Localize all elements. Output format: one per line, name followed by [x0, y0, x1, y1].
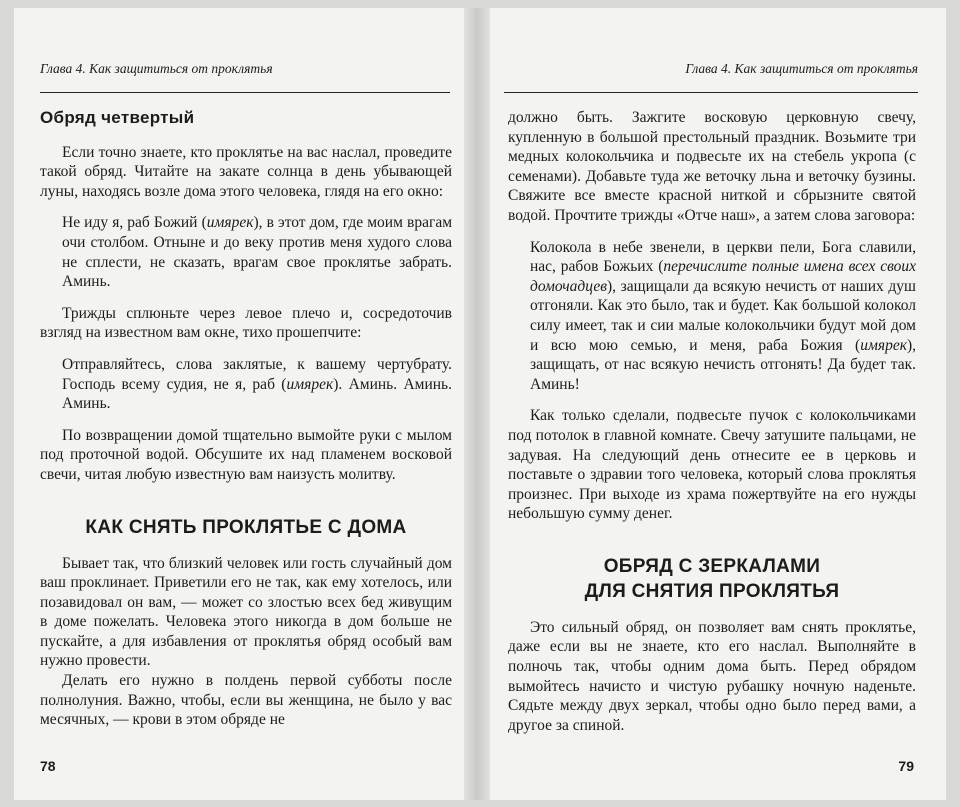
running-head: Глава 4. Как защититься от проклятья [40, 61, 273, 76]
right-page [490, 8, 946, 800]
incantation: Колокола в небе звенели, в церкви пели, Бога славили, нас, рабов Божьих (перечислите полные имена всех своих домочадцев), защищали да всякую нечисть от наших душ отгоняли. Как это было, так и будет. Как большой колокол силу имеет, так и сии малые колокольчики будут мой дом и всю мою семью, и меня, раба Божия (имярек), защищать, от нас всякую нечисть отгонять! Да будет так. Аминь! [530, 238, 916, 393]
paragraph: По возвращении домой тщательно вымойте руки с мылом под проточной водой. Обсушите их над пламенем восковой свечи, читая любую известную вам наизусть молитву. [40, 426, 452, 483]
header-rule [504, 92, 918, 93]
incantation: Отправляйтесь, слова заклятые, к вашему чертубрату. Господь всему судия, не я, раб (имярек). Аминь. Аминь. Аминь. [62, 355, 452, 413]
paragraph: Делать его нужно в полдень первой субботы после полнолуния. Важно, чтобы, если вы женщина, не было у вас месячных, — крови в этом обряде не [40, 672, 452, 729]
page-number: 79 [898, 758, 914, 774]
paragraph: Это сильный обряд, он позволяет вам снять проклятье, даже если вы не знаете, кто его наслал. Выполняйте в полночь так, чтобы одним дома быть. Перед обрядом вымойтесь начисто и чистую рубашку ночную наденьте. Сядьте между двух зеркал, чтобы одно было перед вами, а другое за спиной. [508, 618, 916, 734]
paragraph: Как только сделали, подвесьте пучок с колокольчиками под потолок в главной комнате. Свечу затушите пальцами, не задувая. На следующий день отнесите ее в церковь и поставьте о здравии того человека, который слова проклятья произнес. При выходе из храма пожертвуйте на его нужды небольшую сумму денег. [508, 407, 916, 523]
book-gutter [464, 8, 490, 800]
left-page [14, 8, 464, 800]
right-body [508, 108, 916, 735]
left-body [40, 100, 452, 730]
paragraph: Бывает так, что близкий человек или гость случайный дом ваш проклинает. Приветили его не так, как ему хотелось, или позавидовал он вам, — может со злостью всех бед живущим в доме пожелать. Человека этого никогда в дом больше не пускайте, а для избавления от проклятья обряд особый вам нужно провести. [40, 554, 452, 670]
section-heading-mirrors: ОБРЯД С ЗЕРКАЛАМИ ДЛЯ СНЯТИЯ ПРОКЛЯТЬЯ [584, 555, 840, 602]
section-heading-rite: Обряд четвертый [40, 108, 195, 127]
paragraph: должно быть. Зажгите восковую церковную свечу, купленную в большой престольный праздник. Возьмите три медных колокольчика и подвесьте их на стебель укропа (с семенами). Добавьте туда же веточку льна и веточку бузины. Свяжите все вместе красной ниткой и сбрызните святой водой. Прочтите трижды «Отче наш», а затем слова заговора: [508, 109, 916, 224]
section-heading-house: КАК СНЯТЬ ПРОКЛЯТЬЕ С ДОМА [85, 516, 407, 538]
paragraph: Если точно знаете, кто проклятье на вас наслал, проведите такой обряд. Читайте на закате солнца в день убывающей луны, находясь возле дома этого человека, глядя на его окно: [40, 143, 452, 200]
header-rule [40, 92, 450, 93]
page-number: 78 [40, 758, 56, 774]
running-head: Глава 4. Как защититься от проклятья [685, 61, 918, 76]
incantation: Не иду я, раб Божий (имярек), в этот дом, где моим врагам очи столбом. Отныне и до веку против меня худого слова не сплести, не сказать, врагам свое проклятье забрать. Аминь. [62, 214, 453, 291]
paragraph: Трижды сплюньте через левое плечо и, сосредоточив взгляд на известном вам окне, тихо прошепчите: [40, 304, 452, 342]
